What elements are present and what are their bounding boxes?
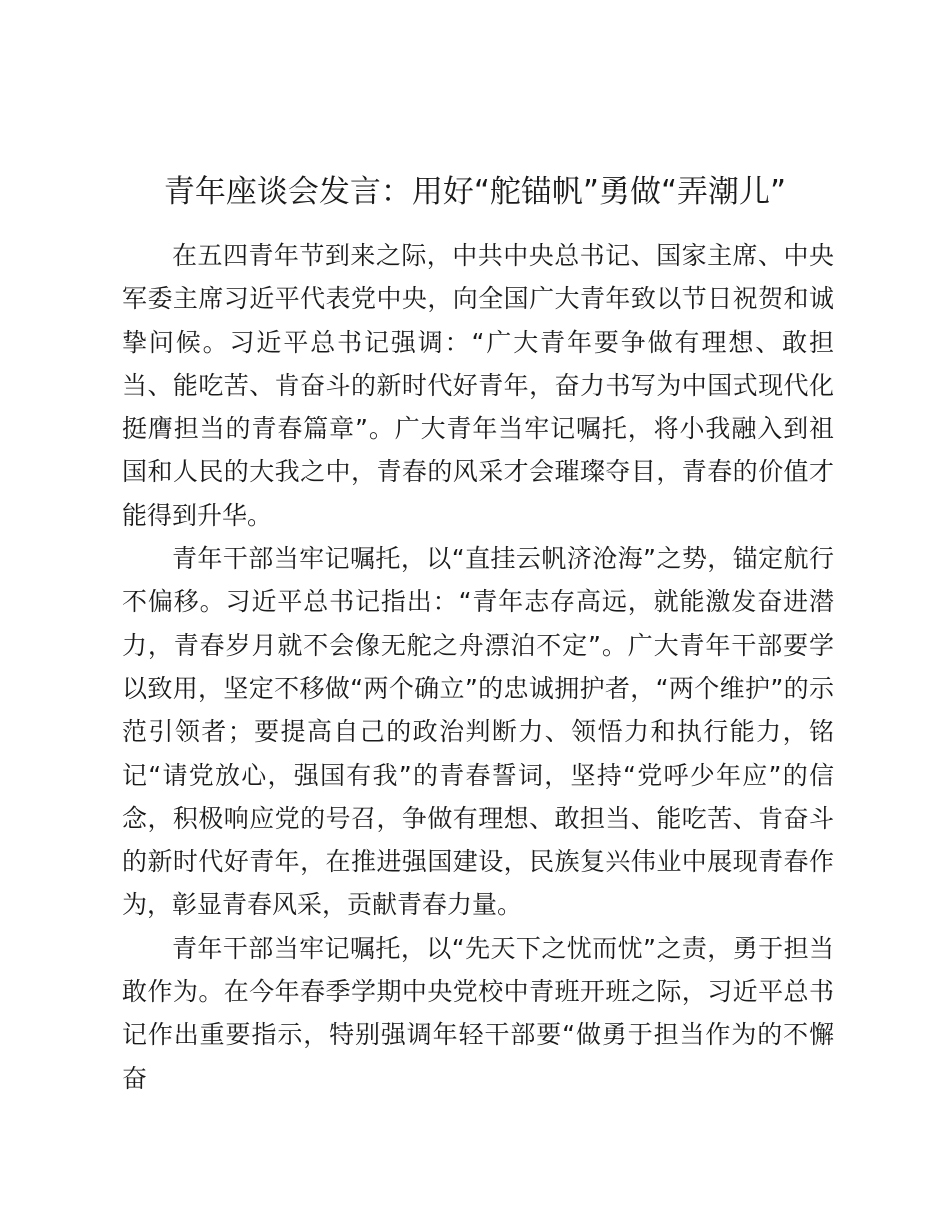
paragraph-3: 青年干部当牢记嘱托，以“先天下之忧而忧”之责，勇于担当敢作为。在今年春季学期中央党校中青班开班之际，习近平总书记作出重要指示，特别强调年轻干部要“做勇于担当作为的不懈奋 [122,933,834,1093]
paragraph-2: 青年干部当牢记嘱托，以“直挂云帆济沧海”之势，锚定航行不偏移。习近平总书记指出：“青年志存高远，就能激发奋进潜力，青春岁月就不会像无舵之舟漂泊不定”。广大青年干部要学以致用，坚定不移做“两个确立”的忠诚拥护者，“两个维护”的示范引领者；要提高自己的政治判断力、领悟力和执行能力，铭记“请党放心，强国有我”的青春誓词，坚持“党呼少年应”的信念，积极响应党的号召，争做有理想、敢担当、能吃苦、肯奋斗的新时代好青年，在推进强国建设，民族复兴伟业中展现青春作为，彰显青春风采，贡献青春力量。 [122,544,834,920]
document-body [122,234,834,1100]
document-title: 青年座谈会发言：用好“舵锚帆”勇做“弄潮儿” [163,174,787,210]
paragraph-1: 在五四青年节到来之际，中共中央总书记、国家主席、中央军委主席习近平代表党中央，向全国广大青年致以节日祝贺和诚挚问候。习近平总书记强调：“广大青年要争做有理想、敢担当、能吃苦、肯奋斗的新时代好青年，奋力书写为中国式现代化挺膺担当的青春篇章”。广大青年当牢记嘱托，将小我融入到祖国和人民的大我之中，青春的风采才会璀璨夺目，青春的价值才能得到升华。 [122,241,834,530]
